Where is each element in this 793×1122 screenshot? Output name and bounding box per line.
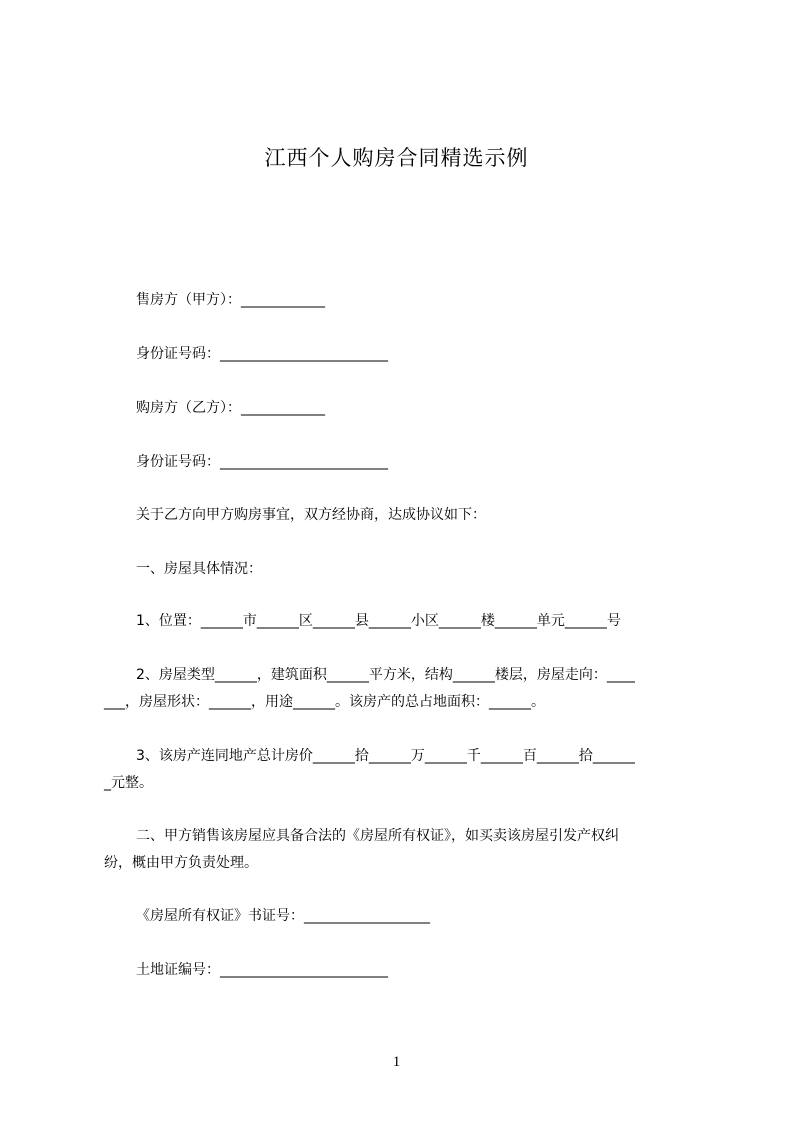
land-cert-number-field: 土地证编号：________________________ [136, 962, 388, 978]
section1-heading: 一、房屋具体情况： [136, 561, 262, 577]
buyer-field: 购房方（乙方）：____________ [136, 400, 325, 416]
preamble: 关于乙方向甲方购房事宜，双方经协商，达成协议如下： [136, 507, 486, 523]
seller-id-field: 身份证号码：________________________ [136, 346, 388, 362]
item2-line2: ___，房屋形状：______，用途______。该房产的总占地面积：______。 [104, 694, 545, 710]
section2-line1: 二、甲方销售该房屋应具备合法的《房屋所有权证》，如买卖该房屋引发产权纠 [136, 828, 619, 844]
item3-line2: _元整。 [104, 775, 153, 791]
buyer-id-field: 身份证号码：________________________ [136, 454, 388, 470]
page-number: 1 [392, 1054, 401, 1070]
item1-location: 1、位置：______市______区______县______小区______楼______单元______号 [136, 613, 621, 629]
cert-number-field: 《房屋所有权证》书证号：__________________ [136, 908, 430, 924]
section2-line2: 纷，概由甲方负责处理。 [104, 855, 258, 871]
seller-field: 售房方（甲方）：____________ [136, 292, 325, 308]
item2-line1: 2、房屋类型______，建筑面积______平方米，结构______楼层，房屋走向：____ [136, 667, 635, 683]
page-title: 江西个人购房合同精选示例 [264, 146, 529, 170]
item3-line1: 3、该房产连同地产总计房价______拾______万______千______百______拾______ [136, 748, 635, 764]
